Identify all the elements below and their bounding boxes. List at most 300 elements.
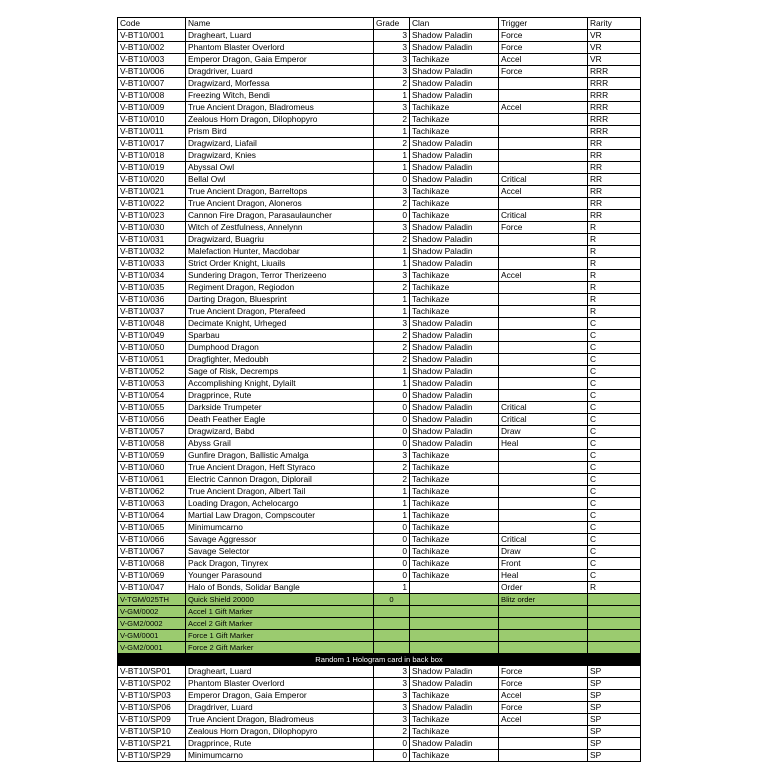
header-rarity: Rarity [588, 18, 641, 30]
cell-rarity: C [588, 402, 641, 414]
cell-clan: Tachikaze [410, 726, 499, 738]
cell-code: V-BT10/030 [118, 222, 186, 234]
cell-grade: 3 [374, 30, 410, 42]
cell-name: Accel 2 Gift Marker [186, 618, 374, 630]
cell-clan: Tachikaze [410, 690, 499, 702]
cell-grade: 0 [374, 414, 410, 426]
card-row [118, 294, 641, 306]
cell-code: V-TGM/025TH [118, 594, 186, 606]
cell-name: Sage of Risk, Decremps [186, 366, 374, 378]
cell-clan: Tachikaze [410, 198, 499, 210]
cell-code: V-BT10/020 [118, 174, 186, 186]
cell-grade: 0 [374, 438, 410, 450]
cell-rarity: RRR [588, 102, 641, 114]
cell-code: V-BT10/063 [118, 498, 186, 510]
cell-trigger [499, 642, 588, 654]
cell-clan: Shadow Paladin [410, 138, 499, 150]
header-row [118, 18, 641, 30]
card-row [118, 354, 641, 366]
cell-name: Abyssal Owl [186, 162, 374, 174]
marker-row [118, 606, 641, 618]
card-row [118, 198, 641, 210]
cell-code: V-BT10/SP03 [118, 690, 186, 702]
card-row [118, 210, 641, 222]
cell-trigger [499, 510, 588, 522]
cell-grade [374, 618, 410, 630]
cell-rarity: C [588, 558, 641, 570]
cell-code: V-BT10/068 [118, 558, 186, 570]
cell-grade: 3 [374, 702, 410, 714]
cell-name: True Ancient Dragon, Heft Styraco [186, 462, 374, 474]
cell-trigger [499, 618, 588, 630]
cell-code: V-BT10/032 [118, 246, 186, 258]
marker-row [118, 618, 641, 630]
cell-clan: Shadow Paladin [410, 42, 499, 54]
cell-code: V-BT10/067 [118, 546, 186, 558]
cell-trigger [499, 294, 588, 306]
cell-code: V-BT10/054 [118, 390, 186, 402]
cell-code: V-BT10/064 [118, 510, 186, 522]
cell-rarity: C [588, 450, 641, 462]
cell-clan: Tachikaze [410, 282, 499, 294]
cell-clan: Shadow Paladin [410, 30, 499, 42]
cell-rarity: C [588, 534, 641, 546]
cell-rarity: RRR [588, 126, 641, 138]
cell-rarity: R [588, 294, 641, 306]
cell-rarity: C [588, 546, 641, 558]
cell-clan: Tachikaze [410, 558, 499, 570]
cell-rarity [588, 642, 641, 654]
cell-rarity: RR [588, 162, 641, 174]
cell-code: V-BT10/057 [118, 426, 186, 438]
cell-trigger [499, 726, 588, 738]
cell-rarity: C [588, 486, 641, 498]
cell-code: V-BT10/018 [118, 150, 186, 162]
cell-rarity: RRR [588, 114, 641, 126]
sp-card-row [118, 738, 641, 750]
card-row [118, 318, 641, 330]
cell-rarity: R [588, 270, 641, 282]
card-row [118, 162, 641, 174]
cell-name: True Ancient Dragon, Bladromeus [186, 102, 374, 114]
cell-code: V-BT10/019 [118, 162, 186, 174]
cell-clan: Tachikaze [410, 294, 499, 306]
cell-name: Regiment Dragon, Regiodon [186, 282, 374, 294]
cell-clan: Tachikaze [410, 522, 499, 534]
cell-name: Freezing Witch, Bendi [186, 90, 374, 102]
card-row [118, 390, 641, 402]
cell-grade: 1 [374, 150, 410, 162]
cell-grade: 0 [374, 390, 410, 402]
cell-name: Force 2 Gift Marker [186, 642, 374, 654]
cell-clan: Shadow Paladin [410, 66, 499, 78]
marker-row [118, 594, 641, 606]
card-row [118, 270, 641, 282]
cell-clan: Shadow Paladin [410, 318, 499, 330]
cell-grade: 1 [374, 366, 410, 378]
cell-clan: Tachikaze [410, 510, 499, 522]
cell-name: Dragdriver, Luard [186, 702, 374, 714]
cell-grade: 0 [374, 426, 410, 438]
card-row [118, 414, 641, 426]
cell-name: Dragprince, Rute [186, 390, 374, 402]
cell-grade: 1 [374, 306, 410, 318]
cell-grade [374, 606, 410, 618]
marker-row [118, 642, 641, 654]
card-row [118, 546, 641, 558]
cell-name: Pack Dragon, Tinyrex [186, 558, 374, 570]
card-row [118, 66, 641, 78]
cell-grade: 3 [374, 102, 410, 114]
cell-trigger [499, 342, 588, 354]
cell-name: Malefaction Hunter, Macdobar [186, 246, 374, 258]
cell-clan: Shadow Paladin [410, 258, 499, 270]
cell-name: Dragwizard, Knies [186, 150, 374, 162]
cell-trigger [499, 198, 588, 210]
cell-rarity: C [588, 498, 641, 510]
cell-clan: Tachikaze [410, 54, 499, 66]
cell-code: V-BT10/060 [118, 462, 186, 474]
cell-rarity: C [588, 366, 641, 378]
cell-name: Dragwizard, Morfessa [186, 78, 374, 90]
cell-code: V-GM/0001 [118, 630, 186, 642]
cell-name: Darting Dragon, Bluesprint [186, 294, 374, 306]
cell-name: Death Feather Eagle [186, 414, 374, 426]
cell-trigger: Heal [499, 438, 588, 450]
cell-trigger [499, 498, 588, 510]
cell-clan: Tachikaze [410, 102, 499, 114]
cell-name: Phantom Blaster Overlord [186, 678, 374, 690]
cell-code: V-BT10/036 [118, 294, 186, 306]
cell-clan: Shadow Paladin [410, 330, 499, 342]
card-row [118, 426, 641, 438]
cell-trigger [499, 606, 588, 618]
cell-name: Loading Dragon, Achelocargo [186, 498, 374, 510]
cell-grade: 1 [374, 378, 410, 390]
cell-grade: 0 [374, 546, 410, 558]
cell-grade: 1 [374, 246, 410, 258]
cell-rarity [588, 594, 641, 606]
card-row [118, 330, 641, 342]
cell-grade: 0 [374, 738, 410, 750]
cell-rarity: RR [588, 210, 641, 222]
cell-trigger [499, 390, 588, 402]
cell-rarity [588, 618, 641, 630]
cell-name: Minimumcarno [186, 522, 374, 534]
cell-clan: Tachikaze [410, 126, 499, 138]
cell-trigger [499, 150, 588, 162]
cell-trigger [499, 90, 588, 102]
cell-code: V-BT10/037 [118, 306, 186, 318]
cell-grade: 1 [374, 510, 410, 522]
sp-card-row [118, 726, 641, 738]
cell-name: Dragprince, Rute [186, 738, 374, 750]
cell-rarity: RR [588, 198, 641, 210]
cell-clan: Shadow Paladin [410, 90, 499, 102]
cell-clan: Shadow Paladin [410, 438, 499, 450]
cell-grade: 0 [374, 534, 410, 546]
card-row [118, 498, 641, 510]
cell-trigger [499, 162, 588, 174]
cell-code: V-BT10/031 [118, 234, 186, 246]
cell-name: Electric Cannon Dragon, Diplorail [186, 474, 374, 486]
cell-rarity: SP [588, 714, 641, 726]
cell-clan: Shadow Paladin [410, 234, 499, 246]
cell-rarity: C [588, 570, 641, 582]
cell-name: Sparbau [186, 330, 374, 342]
cell-clan: Shadow Paladin [410, 246, 499, 258]
cell-grade: 3 [374, 42, 410, 54]
cell-rarity: C [588, 438, 641, 450]
cell-trigger: Draw [499, 426, 588, 438]
cell-code: V-BT10/017 [118, 138, 186, 150]
cell-code: V-BT10/010 [118, 114, 186, 126]
card-row [118, 42, 641, 54]
sp-card-row [118, 702, 641, 714]
cell-name: Bellal Owl [186, 174, 374, 186]
card-row [118, 582, 641, 594]
cell-grade: 2 [374, 282, 410, 294]
card-row [118, 402, 641, 414]
cell-grade: 3 [374, 690, 410, 702]
cell-grade: 0 [374, 402, 410, 414]
cell-rarity: R [588, 306, 641, 318]
cell-code: V-BT10/055 [118, 402, 186, 414]
cell-clan: Shadow Paladin [410, 78, 499, 90]
header-trigger: Trigger [499, 18, 588, 30]
cell-trigger [499, 234, 588, 246]
cell-code: V-BT10/021 [118, 186, 186, 198]
cell-grade: 1 [374, 294, 410, 306]
cell-rarity: RR [588, 138, 641, 150]
cell-clan: Shadow Paladin [410, 402, 499, 414]
cell-clan [410, 618, 499, 630]
cell-trigger [499, 474, 588, 486]
cell-clan: Shadow Paladin [410, 426, 499, 438]
sp-card-row [118, 690, 641, 702]
cell-grade: 2 [374, 114, 410, 126]
cell-name: Quick Shield 20000 [186, 594, 374, 606]
cell-trigger: Force [499, 222, 588, 234]
cell-trigger: Accel [499, 102, 588, 114]
card-row [118, 474, 641, 486]
cell-clan: Shadow Paladin [410, 366, 499, 378]
cell-code: V-GM2/0001 [118, 642, 186, 654]
cell-grade: 2 [374, 726, 410, 738]
cell-clan: Shadow Paladin [410, 162, 499, 174]
cell-trigger [499, 138, 588, 150]
cell-rarity: SP [588, 726, 641, 738]
card-row [118, 378, 641, 390]
cell-clan: Shadow Paladin [410, 222, 499, 234]
cell-code: V-BT10/062 [118, 486, 186, 498]
cell-grade: 3 [374, 450, 410, 462]
cell-trigger: Blitz order [499, 594, 588, 606]
card-list-sheet [117, 17, 640, 762]
cell-clan: Shadow Paladin [410, 414, 499, 426]
marker-row [118, 630, 641, 642]
cell-clan: Tachikaze [410, 450, 499, 462]
cell-code: V-BT10/066 [118, 534, 186, 546]
cell-grade: 0 [374, 558, 410, 570]
cell-grade [374, 642, 410, 654]
cell-trigger [499, 366, 588, 378]
cell-grade: 1 [374, 126, 410, 138]
sp-card-row [118, 750, 641, 762]
cell-trigger: Critical [499, 414, 588, 426]
cell-rarity: C [588, 378, 641, 390]
header-name: Name [186, 18, 374, 30]
cell-clan: Shadow Paladin [410, 678, 499, 690]
cell-rarity: R [588, 282, 641, 294]
cell-rarity: SP [588, 666, 641, 678]
cell-name: Savage Selector [186, 546, 374, 558]
cell-clan [410, 582, 499, 594]
card-row [118, 522, 641, 534]
cell-code: V-BT10/SP06 [118, 702, 186, 714]
cell-name: True Ancient Dragon, Aloneros [186, 198, 374, 210]
sp-card-row [118, 714, 641, 726]
cell-name: True Ancient Dragon, Pterafeed [186, 306, 374, 318]
cell-trigger [499, 126, 588, 138]
cell-code: V-BT10/056 [118, 414, 186, 426]
card-row [118, 138, 641, 150]
cell-code: V-BT10/059 [118, 450, 186, 462]
cell-name: True Ancient Dragon, Barreltops [186, 186, 374, 198]
cell-name: Emperor Dragon, Gaia Emperor [186, 690, 374, 702]
cell-trigger: Accel [499, 186, 588, 198]
cell-trigger: Front [499, 558, 588, 570]
cell-clan: Tachikaze [410, 486, 499, 498]
hologram-banner: Random 1 Hologram card in back box [118, 654, 641, 666]
cell-clan: Tachikaze [410, 534, 499, 546]
cell-rarity: VR [588, 54, 641, 66]
cell-name: True Ancient Dragon, Bladromeus [186, 714, 374, 726]
cell-rarity: C [588, 414, 641, 426]
cell-name: Decimate Knight, Urheged [186, 318, 374, 330]
header-clan: Clan [410, 18, 499, 30]
card-row [118, 438, 641, 450]
card-row [118, 486, 641, 498]
cell-grade: 0 [374, 750, 410, 762]
cell-trigger [499, 378, 588, 390]
cell-code: V-BT10/002 [118, 42, 186, 54]
cell-code: V-BT10/SP21 [118, 738, 186, 750]
cell-grade: 1 [374, 90, 410, 102]
cell-rarity: C [588, 342, 641, 354]
cell-name: Accomplishing Knight, Dylailt [186, 378, 374, 390]
cell-name: Witch of Zestfulness, Annelynn [186, 222, 374, 234]
cell-code: V-BT10/050 [118, 342, 186, 354]
cell-clan: Shadow Paladin [410, 354, 499, 366]
card-row [118, 30, 641, 42]
cell-name: True Ancient Dragon, Albert Tail [186, 486, 374, 498]
cell-rarity: VR [588, 30, 641, 42]
cell-name: Zealous Horn Dragon, Dilophopyro [186, 114, 374, 126]
cell-grade: 3 [374, 666, 410, 678]
card-row [118, 366, 641, 378]
cell-grade: 3 [374, 318, 410, 330]
cell-name: Dragwizard, Babd [186, 426, 374, 438]
cell-clan: Shadow Paladin [410, 150, 499, 162]
card-row [118, 534, 641, 546]
cell-grade [374, 630, 410, 642]
cell-code: V-BT10/033 [118, 258, 186, 270]
cell-code: V-BT10/008 [118, 90, 186, 102]
cell-clan: Tachikaze [410, 114, 499, 126]
cell-grade: 3 [374, 186, 410, 198]
cell-clan: Shadow Paladin [410, 738, 499, 750]
card-row [118, 234, 641, 246]
cell-clan: Tachikaze [410, 498, 499, 510]
cell-code: V-BT10/SP02 [118, 678, 186, 690]
card-row [118, 126, 641, 138]
card-row [118, 246, 641, 258]
cell-rarity: R [588, 234, 641, 246]
cell-clan: Tachikaze [410, 750, 499, 762]
cell-rarity: RR [588, 174, 641, 186]
cell-clan: Shadow Paladin [410, 342, 499, 354]
cell-clan: Tachikaze [410, 306, 499, 318]
cell-name: Younger Parasound [186, 570, 374, 582]
cell-trigger [499, 750, 588, 762]
cell-name: Dragfighter, Medoubh [186, 354, 374, 366]
card-row [118, 510, 641, 522]
cell-trigger: Order [499, 582, 588, 594]
cell-name: Zealous Horn Dragon, Dilophopyro [186, 726, 374, 738]
cell-grade: 2 [374, 474, 410, 486]
cell-code: V-BT10/047 [118, 582, 186, 594]
cell-rarity: SP [588, 750, 641, 762]
cell-rarity: R [588, 222, 641, 234]
card-row [118, 570, 641, 582]
cell-trigger [499, 318, 588, 330]
cell-rarity [588, 606, 641, 618]
cell-clan: Shadow Paladin [410, 666, 499, 678]
cell-grade: 1 [374, 258, 410, 270]
cell-trigger [499, 258, 588, 270]
header-grade: Grade [374, 18, 410, 30]
cell-trigger: Accel [499, 54, 588, 66]
card-row [118, 54, 641, 66]
cell-trigger [499, 78, 588, 90]
cell-grade: 3 [374, 54, 410, 66]
cell-name: Dragwizard, Liafail [186, 138, 374, 150]
cell-name: Abyss Grail [186, 438, 374, 450]
cell-code: V-BT10/SP09 [118, 714, 186, 726]
cell-trigger: Force [499, 678, 588, 690]
cell-grade: 2 [374, 354, 410, 366]
cell-rarity: SP [588, 702, 641, 714]
cell-code: V-BT10/SP01 [118, 666, 186, 678]
cell-clan: Tachikaze [410, 210, 499, 222]
cell-rarity: C [588, 330, 641, 342]
cell-trigger: Critical [499, 402, 588, 414]
cell-grade: 3 [374, 66, 410, 78]
cell-grade: 3 [374, 678, 410, 690]
cell-name: Darkside Trumpeter [186, 402, 374, 414]
cell-trigger [499, 450, 588, 462]
cell-clan: Shadow Paladin [410, 702, 499, 714]
cell-grade: 2 [374, 342, 410, 354]
card-row [118, 558, 641, 570]
cell-grade: 2 [374, 330, 410, 342]
cell-clan [410, 642, 499, 654]
cell-name: Martial Law Dragon, Compscouter [186, 510, 374, 522]
cell-name: Gunfire Dragon, Ballistic Amalga [186, 450, 374, 462]
cell-clan: Tachikaze [410, 714, 499, 726]
cell-trigger: Force [499, 66, 588, 78]
